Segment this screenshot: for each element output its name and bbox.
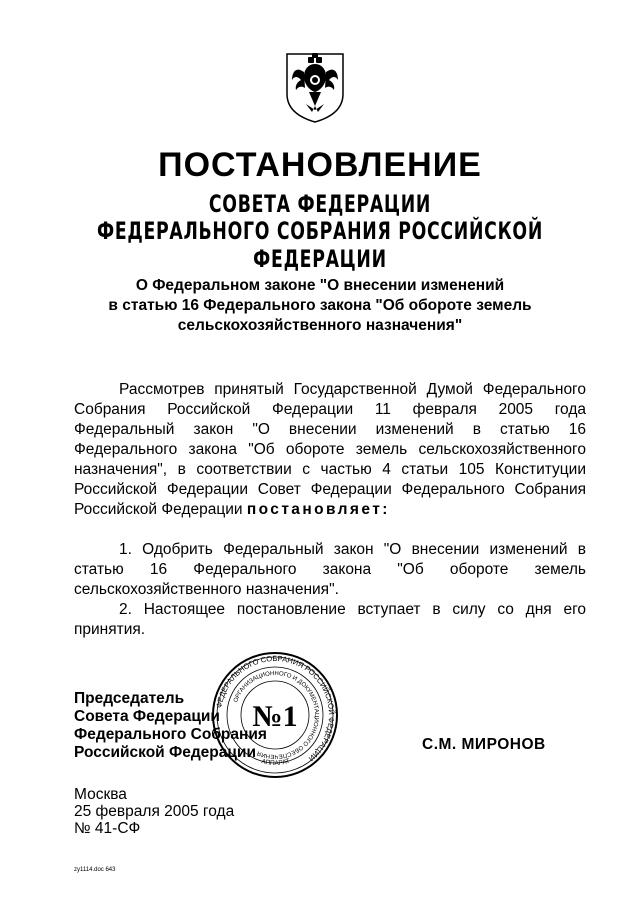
position-line-3: Федерального Собрания <box>74 726 267 743</box>
resolves-colon: : <box>382 501 390 518</box>
file-reference: zy1114.doc 643 <box>74 867 116 873</box>
position-line-2: Совета Федерации <box>74 708 220 725</box>
position-line-1: Председатель <box>74 690 185 707</box>
place-date-number <box>74 786 234 837</box>
preamble-text: Рассмотрев принятый Государственной Думой Федерального Собрания Российской Федерации 11 февраля 2005 года Федеральный закон "О внесении изменений в статью 16 Федерального закона "Об обороте земель сельскохозяйственного назначения", в соответствии с частью 4 статьи 105 Конституции Российской Федерации Совет Федерации Федерального Собрания Российской Федерации <box>74 381 586 518</box>
issuer-line-1: СОВЕТА ФЕДЕРАЦИИ <box>208 190 432 218</box>
city: Москва <box>74 786 127 803</box>
resolves-word: постановляет <box>246 501 383 518</box>
resolution-item-2: 2. Настоящее постановление вступает в силу со дня его принятия. <box>74 601 586 638</box>
signer-name: С.М. МИРОНОВ <box>422 736 546 753</box>
document-subject <box>70 276 570 336</box>
subject-line-2: в статью 16 Федерального закона "Об обороте земель <box>108 297 532 314</box>
subject-line-1: О Федеральном законе "О внесении изменений <box>135 277 505 294</box>
issuer-line-2: ФЕДЕРАЛЬНОГО СОБРАНИЯ РОССИЙСКОЙ ФЕДЕРАЦИИ <box>96 217 544 273</box>
seal-inner-text: ОРГАНИЗАЦИОННОГО И ДОКУМЕНТАЦИОННОГО ОБЕСПЕЧЕНИЯ <box>233 670 320 760</box>
official-seal <box>210 650 340 780</box>
document-title: ПОСТАНОВЛЕНИЕ <box>158 146 482 184</box>
seal-ring-text: ФЕДЕРАЛЬНОГО СОБРАНИЯ РОССИЙСКОЙ ФЕДЕРАЦИИ <box>214 653 337 764</box>
russian-coat-of-arms-icon <box>282 46 348 124</box>
document-number: № 41-СФ <box>74 820 141 837</box>
seal-number: №1 <box>252 700 298 733</box>
seal-lower-text: АППАРАТ <box>260 757 291 768</box>
resolution-item-1: 1. Одобрить Федеральный закон "О внесении изменений в статью 16 Федерального закона "Об обороте земель сельскохозяйственного назначения". <box>74 541 586 598</box>
position-line-4: Российской Федерации <box>74 744 256 761</box>
subject-line-3: сельскохозяйственного назначения" <box>177 317 463 334</box>
preamble-paragraph <box>74 380 586 520</box>
adoption-date: 25 февраля 2005 года <box>74 803 235 820</box>
